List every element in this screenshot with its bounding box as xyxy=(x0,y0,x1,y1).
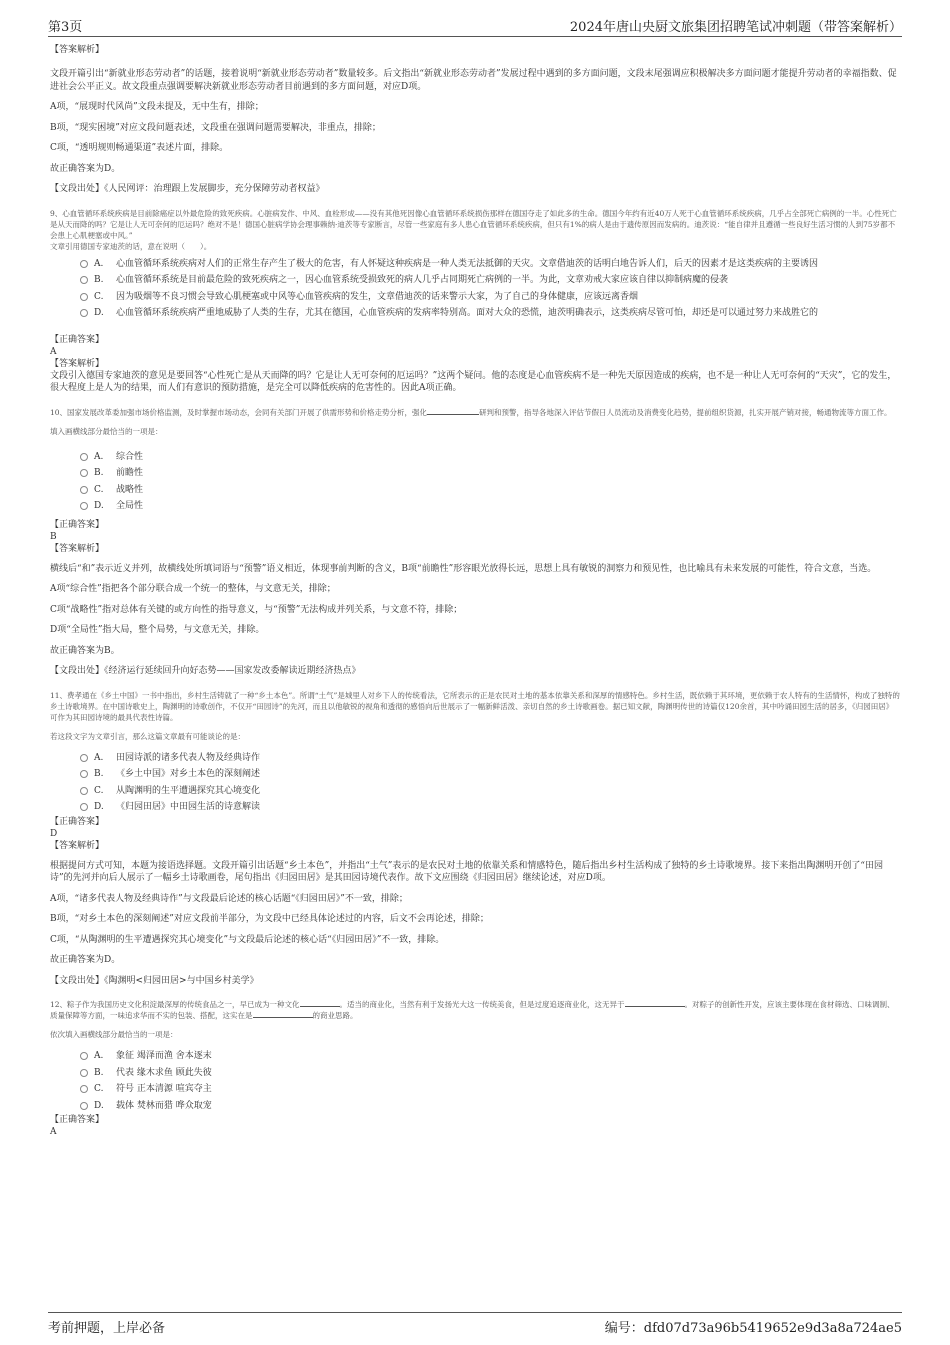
q12-option-d[interactable]: D. 载体 焚林而猎 哗众取宠 xyxy=(80,1098,900,1115)
q9-option-d[interactable]: D. 心血管循环系统疾病严重地威胁了人类的生存，尤其在德国，心血管疾病的发病率特别高。面对大众的恐慌，迪茨明确表示，这类疾病尽管可怕，却还是可以通过努力来战胜它的 xyxy=(80,305,900,322)
question-10-ask: 填入画横线部分最恰当的一项是： xyxy=(50,426,163,436)
question-9-stem: 9、心血管循环系统疾病是目前除癌症以外最危险的致死疾病。心脏病发作、中风、血栓形成——没有其他死因像心血管循环系统损伤那样在德国夺走了如此多的生命。德国今年约有近40万人死于心血管循环系统疾病，几乎占全部死亡病例的一半。心性死亡是从天而降的吗？它是让人无可奈何的厄运吗？绝对不是！德国心脏病学协会理事赖纳·迪茨等专家断言，尽管一些家庭有多人患心血管循环系统疾病，但只有1%的病人是由于遗传原因而发病的。迪茨说：“能自律并且遵循一些良好生活习惯的人到75岁都不会患上心肌梗塞或中风。” xyxy=(50,208,897,240)
radio-icon[interactable] xyxy=(80,502,88,510)
q12-option-b[interactable]: B. 代表 缘木求鱼 顾此失彼 xyxy=(80,1065,900,1082)
analysis-text: 横线后“和”表示近义并列，故横线处所填词语与“预警”语义相近，体现事前判断的含义，B项“前瞻性”形容眼光放得长远，思想上具有敏锐的洞察力和预见性，也比喻具有未来发展的可能性，符合文意，当选。 xyxy=(50,563,877,574)
document-id: 编号：dfd07d73a96b5419652e9d3a8a724ae5 xyxy=(604,1321,902,1336)
analysis-option-a: A项，“展现时代风尚”文段未提及，无中生有，排除； xyxy=(50,102,264,112)
radio-icon[interactable] xyxy=(80,1069,88,1077)
correct-answer-label: 【正确答案】 xyxy=(50,519,105,530)
question-9-ask: 文章引用德国专家迪茨的话，意在说明（ ）。 xyxy=(50,241,212,251)
analysis-text: 根据提问方式可知，本题为接语选择题。文段开篇引出话题“乡土本色”，并指出“土气”表示的是农民对土地的依靠关系和情感特色，随后指出乡村生活构成了独特的乡土诗歌境界。接下来指出陶渊明开创了“田园诗”的先河并向后人展示了一幅乡土诗歌画卷，尾句指出《归园田居》是其田园诗境代表作。故下文应围绕《归园田居》继续论述，对应D项。 xyxy=(50,860,884,883)
radio-icon[interactable] xyxy=(80,787,88,795)
question-11-ask: 若这段文字为文章引言，那么这篇文章最有可能谈论的是： xyxy=(50,731,245,741)
page-content xyxy=(50,44,900,1138)
answer-analysis-label: 【答案解析】 xyxy=(50,543,105,554)
radio-icon[interactable] xyxy=(80,1102,88,1110)
q12-option-a[interactable]: A. 象征 竭泽而渔 舍本逐末 xyxy=(80,1048,900,1065)
q9-option-a[interactable]: A. 心血管循环系统疾病对人们的正常生存产生了极大的危害，有人怀疑这种疾病是一种人类无法抵御的天灾。文章借迪茨的话明白地告诉人们，后天的因素才是这类疾病的主要诱因 xyxy=(80,256,900,273)
q11-option-d[interactable]: D. 《归园田居》中田园生活的诗意解读 xyxy=(80,799,900,816)
radio-icon[interactable] xyxy=(80,486,88,494)
analysis-text: 文段引入德国专家迪茨的意见是要回答“心性死亡是从天而降的吗？它是让人无可奈何的厄运吗？”这两个疑问。他的态度是心血管疾病不是一种先天原因造成的疾病，也不是一种让人无可奈何的“天灾”，它的发生，很大程度上是人为的结果，而人们有意识的预防措施，是完全可以降低疾病的危害性的。因此A项正确。 xyxy=(50,370,897,393)
conclusion: 故正确答案为D。 xyxy=(50,955,121,965)
question-11-stem: 11、费孝通在《乡土中国》一书中指出，乡村生活铸就了一种“乡土本色”。所谓“土气”是城里人对乡下人的传统看法，它所表示的正是农民对土地的基本依靠关系和深厚的情感特色。乡村生活，既依赖于其环境，更依赖于农人特有的生活情怀，构成了独特的乡土诗歌境界。在中国诗歌史上，陶渊明的诗歌创作，不仅开“田园诗”的先河，而且以他敏锐的视角和透彻的感悟向后世展示了一幅新鲜活泼、亲切自然的乡土诗歌画卷。据已知文献，陶渊明传世的诗篇仅120余首，其中吟诵田园生活的居多，《归园田居》可作为其田园诗境的最具代表性诗篇。 xyxy=(50,690,900,722)
radio-icon[interactable] xyxy=(80,309,88,317)
correct-answer: A xyxy=(50,346,57,357)
radio-icon[interactable] xyxy=(80,754,88,762)
question-10-stem: 10、国家发展改革委加强市场价格监测，及时掌握市场动态，会同有关部门开展了供需形势和价格走势分析，强化 研判和预警，指导各地深入评估节假日人员流动及消费变化趋势，提前组织货源，扎实开展产销对接，畅通物流等方面工作。 xyxy=(50,407,892,417)
q12-option-c[interactable]: C. 符号 正本清源 喧宾夺主 xyxy=(80,1081,900,1098)
page-header xyxy=(48,14,902,37)
analysis-option-c: C项，“从陶渊明的生平遭遇探究其心境变化”与文段最后论述的核心话“《归园田居》”不一致，排除。 xyxy=(50,934,445,945)
q10-option-b[interactable]: B. 前瞻性 xyxy=(80,465,900,482)
analysis-option-c: C项，“透明规则畅通渠道”表述片面，排除。 xyxy=(50,143,229,153)
analysis-option-a: A项，“诸多代表人物及经典诗作”与文段最后论述的核心话题“《归园田居》”不一致，排除； xyxy=(50,893,408,904)
q10-option-c[interactable]: C. 战略性 xyxy=(80,482,900,499)
analysis-option-d: D项“全局性”指大局，整个局势，与文意无关，排除。 xyxy=(50,625,265,635)
page-number: 第3页 xyxy=(48,20,83,35)
radio-icon[interactable] xyxy=(80,293,88,301)
correct-answer: A xyxy=(50,1127,57,1137)
answer-analysis-label: 【答案解析】 xyxy=(50,45,105,55)
correct-answer-label: 【正确答案】 xyxy=(50,334,105,345)
question-12-ask: 依次填入画横线部分最恰当的一项是： xyxy=(50,1030,178,1039)
q10-option-a[interactable]: A. 综合性 xyxy=(80,449,900,466)
analysis-option-a: A项“综合性”指把各个部分联合成一个统一的整体，与文意无关，排除； xyxy=(50,584,336,594)
page-footer xyxy=(48,1312,902,1335)
conclusion: 故正确答案为D。 xyxy=(50,163,121,174)
source: 【文段出处】《陶渊明<归园田居>与中国乡村美学》 xyxy=(50,975,259,986)
correct-answer: D xyxy=(50,828,58,839)
radio-icon[interactable] xyxy=(80,469,88,477)
document-title: 2024年唐山央厨文旅集团招聘笔试冲刺题（带答案解析） xyxy=(569,20,902,35)
analysis-option-c: C项“战略性”指对总体有关键的或方向性的指导意义，与“预警”无法构成并列关系，与文意不符，排除； xyxy=(50,604,463,615)
question-12-stem: 12、粽子作为我国历史文化积淀最深厚的传统食品之一，早已成为一种文化 。适当的商业化，当然有利于发扬光大这一传统美食，但是过度追逐商业化，这无异于 。对粽子的创新性开发，应该主要体现在食材筛选、口味调制、质量保障等方面，一味追求华而不实的包装、搭配，这实在是 的商业思路。 xyxy=(50,1000,895,1020)
correct-answer: B xyxy=(50,531,57,542)
analysis-option-b: B项，“现实困境”对应文段问题表述，文段重在强调问题需要解决，非重点，排除； xyxy=(50,122,381,133)
analysis-text: 文段开篇引出“新就业形态劳动者”的话题，接着说明“新就业形态劳动者”数量较多。后文指出“新就业形态劳动者”发展过程中遇到的多方面问题，文段末尾强调应积极解决多方面问题才能提升劳动者的幸福指数、促进社会公平正义。故文段重点强调要解决新就业形态劳动者目前遇到的多方面问题，对应D项。 xyxy=(50,69,897,92)
q11-option-a[interactable]: A. 田园诗派的诸多代表人物及经典诗作 xyxy=(80,750,900,767)
radio-icon[interactable] xyxy=(80,770,88,778)
conclusion: 故正确答案为B。 xyxy=(50,645,120,656)
q11-option-c[interactable]: C. 从陶渊明的生平遭遇探究其心境变化 xyxy=(80,783,900,800)
radio-icon[interactable] xyxy=(80,1052,88,1060)
radio-icon[interactable] xyxy=(80,276,88,284)
q10-option-d[interactable]: D. 全局性 xyxy=(80,498,900,515)
radio-icon[interactable] xyxy=(80,453,88,461)
source: 【文段出处】《经济运行延续回升向好态势——国家发改委解读近期经济热点》 xyxy=(50,666,361,676)
source: 【文段出处】《人民网评：治理跟上发展脚步，充分保障劳动者权益》 xyxy=(50,184,325,194)
radio-icon[interactable] xyxy=(80,1085,88,1093)
correct-answer-label: 【正确答案】 xyxy=(50,1115,105,1125)
analysis-option-b: B项，“对乡土本色的深刻阐述”对应文段前半部分，为文段中已经具体论述过的内容，后文不会再论述，排除； xyxy=(50,914,489,924)
radio-icon[interactable] xyxy=(80,260,88,268)
q9-option-c[interactable]: C. 因为吸烟等不良习惯会导致心肌梗塞或中风等心血管疾病的发生，文章借迪茨的话来警示大家，为了自己的身体健康，应该远离香烟 xyxy=(80,289,900,306)
answer-analysis-label: 【答案解析】 xyxy=(50,840,105,851)
footer-slogan: 考前押题，上岸必备 xyxy=(48,1321,166,1336)
q9-option-b[interactable]: B. 心血管循环系统是目前最危险的致死疾病之一，因心血管系统受损致死的病人几乎占同期死亡病例的一半。为此，文章劝戒大家应该自律以抑制病魔的侵袭 xyxy=(80,272,900,289)
answer-analysis-label: 【答案解析】 xyxy=(50,358,105,369)
q11-option-b[interactable]: B. 《乡土中国》对乡土本色的深刻阐述 xyxy=(80,766,900,783)
radio-icon[interactable] xyxy=(80,803,88,811)
correct-answer-label: 【正确答案】 xyxy=(50,816,105,827)
